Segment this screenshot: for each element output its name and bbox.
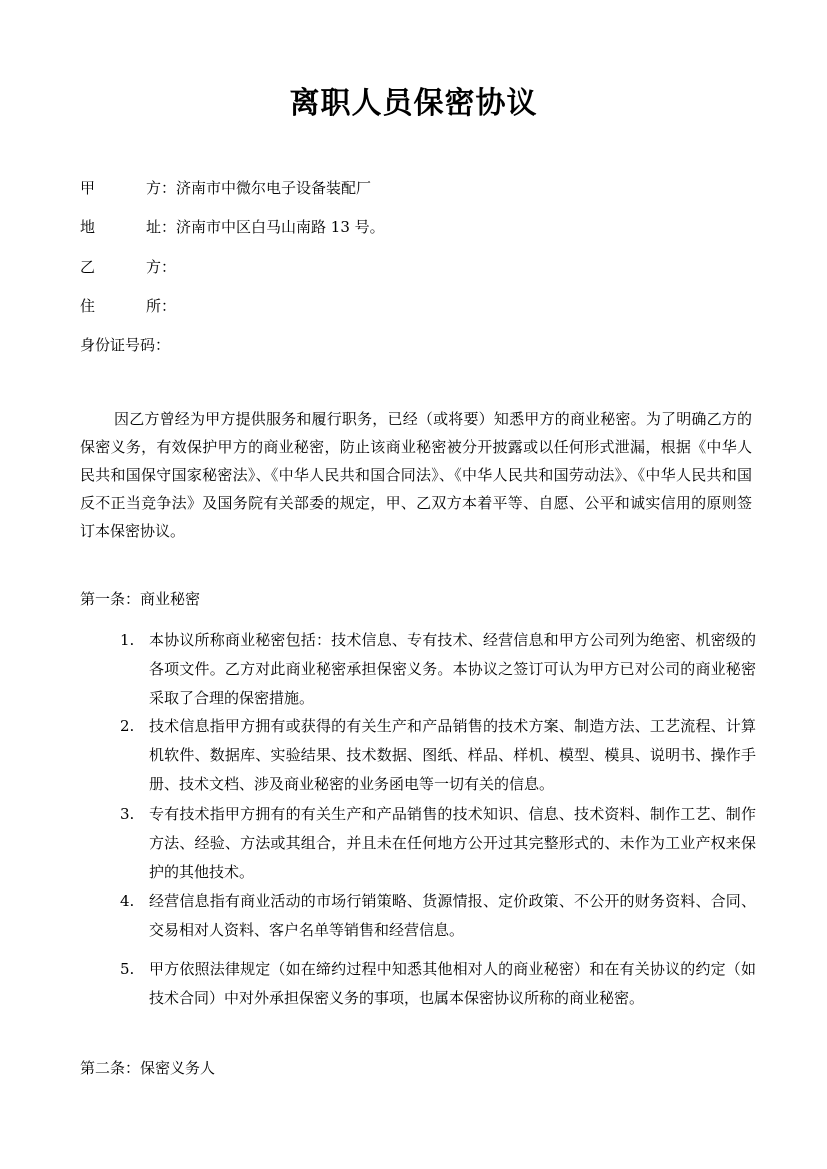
party-label: 地: [80, 218, 96, 236]
clause-item: [120, 626, 756, 713]
clause-item: [120, 712, 756, 799]
section-heading-1: 第一条：商业秘密: [80, 590, 201, 608]
party-row-yi: [80, 257, 176, 277]
clause-number: 3.: [120, 805, 135, 823]
document-title: 离职人员保密协议: [289, 86, 538, 121]
clause-number: 1.: [120, 631, 135, 649]
clause-item: [120, 955, 756, 1013]
section-heading-2: 第二条：保密义务人: [80, 1059, 216, 1077]
party-label: 住: [80, 297, 96, 315]
party-label: 甲: [80, 179, 96, 197]
party-label-suffix: 所：: [146, 297, 177, 315]
clause-text: 本协议所称商业秘密包括：技术信息、专有技术、经营信息和甲方公司列为绝密、机密级的各项文件。乙方对此商业秘密承担保密义务。本协议之签订可认为甲方已对公司的商业秘密采取了合理的保密措施。: [149, 631, 756, 707]
clause-text: 经营信息指有商业活动的市场行销策略、货源情报、定价政策、不公开的财务资料、合同、交易相对人资料、客户名单等销售和经营信息。: [149, 892, 756, 939]
clause-text: 专有技术指甲方拥有的有关生产和产品销售的技术知识、信息、技术资料、制作工艺、制作方法、经验、方法或其组合，并且未在任何地方公开过其完整形式的、未作为工业产权来保护的其他技术。: [149, 805, 756, 881]
clause-item: [120, 887, 756, 945]
intro-paragraph: 因乙方曾经为甲方提供服务和履行职务，已经（或将要）知悉甲方的商业秘密。为了明确乙方的保密义务，有效保护甲方的商业秘密，防止该商业秘密被分开披露或以任何形式泄漏，根据《中华人民共和国保守国家秘密法》、《中华人民共和国合同法》、《中华人民共和国劳动法》、《中华人民共和国反不正当竞争法》及国务院有关部委的规定，甲、乙双方本着平等、自愿、公平和诚实信用的原则签订本保密协议。: [80, 410, 752, 540]
clause-number: 5.: [120, 960, 135, 978]
clause-text: 甲方依照法律规定（如在缔约过程中知悉其他相对人的商业秘密）和在有关协议的约定（如技术合同）中对外承担保密义务的事项，也属本保密协议所称的商业秘密。: [149, 960, 756, 1007]
party-label-suffix: 方：: [146, 179, 177, 197]
party-row-id-number: [80, 335, 170, 355]
clause-number: 4.: [120, 892, 135, 910]
clause-item: [120, 800, 756, 887]
clause-text: 技术信息指甲方拥有或获得的有关生产和产品销售的技术方案、制造方法、工艺流程、计算机软件、数据库、实验结果、技术数据、图纸、样品、样机、模型、模具、说明书、操作手册、技术文档、涉及商业秘密的业务函电等一切有关的信息。: [149, 717, 756, 793]
party-value: 济南市中微尔电子设备装配厂: [176, 179, 372, 197]
party-label: 乙: [80, 258, 96, 276]
party-row-residence: [80, 296, 176, 316]
party-row-jia: [80, 178, 371, 198]
party-value: 济南市中区白马山南路 13 号。: [176, 218, 385, 236]
party-label: 身份证号码：: [80, 336, 171, 354]
clause-number: 2.: [120, 717, 135, 735]
party-label-suffix: 址：: [146, 218, 177, 236]
party-row-address: [80, 217, 385, 237]
party-label-suffix: 方：: [146, 258, 177, 276]
